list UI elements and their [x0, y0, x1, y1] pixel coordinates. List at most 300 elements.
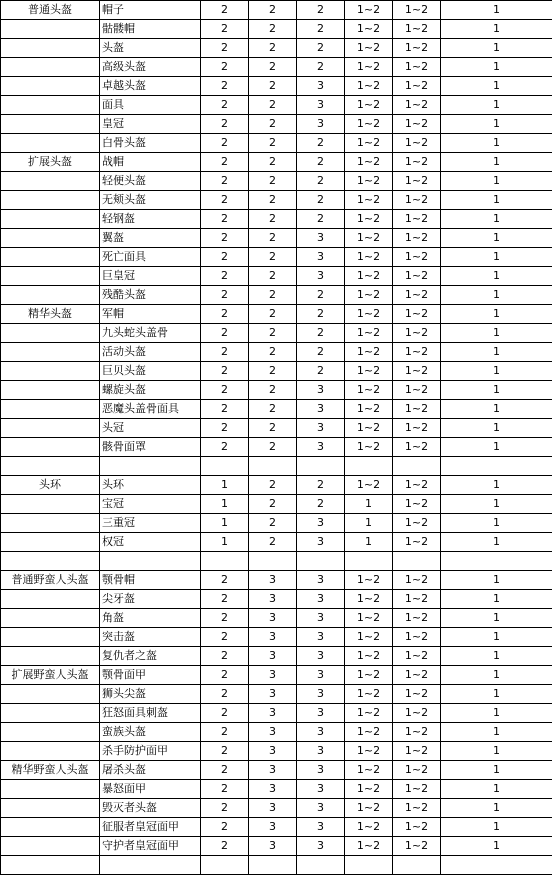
category-cell	[1, 590, 100, 609]
value-cell-2: 2	[249, 153, 297, 172]
value-cell-5: 1~2	[393, 1, 441, 20]
category-cell	[1, 20, 100, 39]
value-cell-2: 3	[249, 704, 297, 723]
value-cell-1: 2	[201, 438, 249, 457]
value-cell-3: 3	[297, 229, 345, 248]
value-cell-2: 2	[249, 58, 297, 77]
value-cell-4: 1~2	[345, 77, 393, 96]
category-cell	[1, 495, 100, 514]
item-name-cell: 狮头尖盔	[100, 685, 201, 704]
value-cell-6: 1	[441, 837, 552, 856]
value-cell-3: 3	[297, 818, 345, 837]
category-cell	[1, 210, 100, 229]
value-cell-5: 1~2	[393, 172, 441, 191]
value-cell-2: 2	[249, 191, 297, 210]
table-row	[1, 742, 552, 761]
item-name-cell: 突击盔	[100, 628, 201, 647]
value-cell-6: 1	[441, 381, 552, 400]
item-name-cell: 屠杀头盔	[100, 761, 201, 780]
item-name-cell: 蛮族头盔	[100, 723, 201, 742]
item-name-cell: 毁灭者头盔	[100, 799, 201, 818]
value-cell-5: 1~2	[393, 628, 441, 647]
item-name-cell: 权冠	[100, 533, 201, 552]
item-name-cell: 翼盔	[100, 229, 201, 248]
value-cell-6: 1	[441, 20, 552, 39]
item-name-cell: 残酷头盔	[100, 286, 201, 305]
value-cell-1: 2	[201, 400, 249, 419]
category-cell	[1, 362, 100, 381]
value-cell-6: 1	[441, 229, 552, 248]
value-cell-2: 2	[249, 362, 297, 381]
value-cell-1	[201, 552, 249, 571]
item-name-cell: 恶魔头盖骨面具	[100, 400, 201, 419]
category-cell: 头环	[1, 476, 100, 495]
value-cell-2: 2	[249, 134, 297, 153]
value-cell-2: 2	[249, 533, 297, 552]
value-cell-4: 1~2	[345, 305, 393, 324]
category-cell	[1, 267, 100, 286]
value-cell-5: 1~2	[393, 39, 441, 58]
category-cell	[1, 381, 100, 400]
value-cell-4: 1~2	[345, 742, 393, 761]
value-cell-6: 1	[441, 210, 552, 229]
value-cell-3: 2	[297, 191, 345, 210]
value-cell-2: 2	[249, 96, 297, 115]
item-name-cell: 骸骨面罩	[100, 438, 201, 457]
table-row	[1, 286, 552, 305]
category-cell	[1, 780, 100, 799]
value-cell-3: 3	[297, 533, 345, 552]
value-cell-3: 2	[297, 134, 345, 153]
item-name-cell: 卓越头盔	[100, 77, 201, 96]
item-name-cell: 杀手防护面甲	[100, 742, 201, 761]
value-cell-2	[249, 457, 297, 476]
category-cell: 精华头盔	[1, 305, 100, 324]
table-row	[1, 514, 552, 533]
value-cell-4: 1~2	[345, 362, 393, 381]
table-row	[1, 96, 552, 115]
value-cell-5: 1~2	[393, 343, 441, 362]
table-row	[1, 20, 552, 39]
value-cell-6: 1	[441, 153, 552, 172]
table-row	[1, 210, 552, 229]
category-cell	[1, 248, 100, 267]
item-name-cell: 螺旋头盔	[100, 381, 201, 400]
value-cell-5: 1~2	[393, 666, 441, 685]
value-cell-6	[441, 457, 552, 476]
item-name-cell: 军帽	[100, 305, 201, 324]
category-cell	[1, 229, 100, 248]
category-cell	[1, 39, 100, 58]
value-cell-3: 3	[297, 609, 345, 628]
value-cell-2: 3	[249, 647, 297, 666]
value-cell-4: 1~2	[345, 837, 393, 856]
table-row	[1, 134, 552, 153]
value-cell-4: 1~2	[345, 343, 393, 362]
table-row	[1, 172, 552, 191]
value-cell-3: 3	[297, 400, 345, 419]
item-name-cell: 头盔	[100, 39, 201, 58]
value-cell-6: 1	[441, 305, 552, 324]
category-cell	[1, 609, 100, 628]
value-cell-5: 1~2	[393, 704, 441, 723]
value-cell-1: 2	[201, 20, 249, 39]
value-cell-4: 1~2	[345, 191, 393, 210]
category-cell	[1, 419, 100, 438]
value-cell-5: 1~2	[393, 495, 441, 514]
value-cell-5: 1~2	[393, 723, 441, 742]
value-cell-4: 1~2	[345, 609, 393, 628]
value-cell-3: 3	[297, 666, 345, 685]
value-cell-5: 1~2	[393, 818, 441, 837]
table-row	[1, 39, 552, 58]
table-row	[1, 191, 552, 210]
value-cell-4: 1~2	[345, 286, 393, 305]
item-name-cell: 三重冠	[100, 514, 201, 533]
value-cell-1: 2	[201, 267, 249, 286]
value-cell-3: 3	[297, 723, 345, 742]
item-name-cell: 宝冠	[100, 495, 201, 514]
table-row	[1, 476, 552, 495]
value-cell-2: 2	[249, 20, 297, 39]
category-cell	[1, 400, 100, 419]
item-name-cell: 巨皇冠	[100, 267, 201, 286]
value-cell-3: 2	[297, 343, 345, 362]
item-name-cell: 骷髅帽	[100, 20, 201, 39]
value-cell-2: 2	[249, 305, 297, 324]
value-cell-4: 1~2	[345, 419, 393, 438]
value-cell-6: 1	[441, 438, 552, 457]
value-cell-4: 1	[345, 495, 393, 514]
category-cell	[1, 514, 100, 533]
category-cell	[1, 799, 100, 818]
value-cell-2: 2	[249, 400, 297, 419]
value-cell-5: 1~2	[393, 324, 441, 343]
value-cell-4	[345, 457, 393, 476]
value-cell-3: 3	[297, 571, 345, 590]
value-cell-1: 1	[201, 495, 249, 514]
value-cell-3: 2	[297, 286, 345, 305]
value-cell-6: 1	[441, 704, 552, 723]
value-cell-4: 1~2	[345, 210, 393, 229]
value-cell-6: 1	[441, 191, 552, 210]
value-cell-1: 2	[201, 172, 249, 191]
item-name-cell: 征服者皇冠面甲	[100, 818, 201, 837]
value-cell-1: 2	[201, 362, 249, 381]
value-cell-5: 1~2	[393, 400, 441, 419]
value-cell-2: 3	[249, 609, 297, 628]
value-cell-2: 3	[249, 723, 297, 742]
table-row	[1, 685, 552, 704]
item-name-cell: 死亡面具	[100, 248, 201, 267]
value-cell-5: 1~2	[393, 362, 441, 381]
table-row	[1, 248, 552, 267]
value-cell-3: 2	[297, 39, 345, 58]
value-cell-3: 3	[297, 742, 345, 761]
value-cell-6: 1	[441, 495, 552, 514]
value-cell-3: 3	[297, 96, 345, 115]
value-cell-6: 1	[441, 723, 552, 742]
table-row	[1, 305, 552, 324]
category-cell	[1, 172, 100, 191]
value-cell-4: 1~2	[345, 685, 393, 704]
value-cell-4: 1~2	[345, 799, 393, 818]
value-cell-3: 2	[297, 153, 345, 172]
category-cell: 精华野蛮人头盔	[1, 761, 100, 780]
value-cell-3: 3	[297, 419, 345, 438]
item-name-cell: 复仇者之盔	[100, 647, 201, 666]
value-cell-3: 3	[297, 799, 345, 818]
item-name-cell: 守护者皇冠面甲	[100, 837, 201, 856]
table-row	[1, 837, 552, 856]
value-cell-3: 3	[297, 115, 345, 134]
value-cell-1: 2	[201, 742, 249, 761]
value-cell-3: 2	[297, 495, 345, 514]
value-cell-5: 1~2	[393, 134, 441, 153]
value-cell-3: 2	[297, 20, 345, 39]
table-row	[1, 267, 552, 286]
value-cell-5: 1~2	[393, 571, 441, 590]
value-cell-6: 1	[441, 628, 552, 647]
table-row	[1, 362, 552, 381]
value-cell-2: 2	[249, 514, 297, 533]
value-cell-1: 2	[201, 666, 249, 685]
value-cell-1: 1	[201, 476, 249, 495]
table-row	[1, 495, 552, 514]
item-name-cell: 颚骨帽	[100, 571, 201, 590]
value-cell-1: 2	[201, 286, 249, 305]
value-cell-5: 1~2	[393, 210, 441, 229]
value-cell-1: 2	[201, 381, 249, 400]
value-cell-2: 2	[249, 210, 297, 229]
table-row	[1, 1, 552, 20]
item-name-cell: 头冠	[100, 419, 201, 438]
table-row	[1, 58, 552, 77]
value-cell-3: 3	[297, 381, 345, 400]
value-cell-5: 1~2	[393, 590, 441, 609]
table-row	[1, 438, 552, 457]
value-cell-2: 2	[249, 343, 297, 362]
value-cell-1: 2	[201, 419, 249, 438]
table-row	[1, 533, 552, 552]
value-cell-4: 1~2	[345, 666, 393, 685]
value-cell-2: 2	[249, 248, 297, 267]
value-cell-6	[441, 552, 552, 571]
value-cell-6: 1	[441, 248, 552, 267]
category-cell	[1, 191, 100, 210]
category-cell	[1, 723, 100, 742]
value-cell-1: 2	[201, 571, 249, 590]
category-cell	[1, 96, 100, 115]
category-cell: 普通野蛮人头盔	[1, 571, 100, 590]
value-cell-5: 1~2	[393, 438, 441, 457]
value-cell-1: 2	[201, 799, 249, 818]
value-cell-4: 1~2	[345, 590, 393, 609]
table-row	[1, 419, 552, 438]
value-cell-6: 1	[441, 590, 552, 609]
value-cell-2: 3	[249, 818, 297, 837]
value-cell-3: 2	[297, 476, 345, 495]
value-cell-4: 1~2	[345, 267, 393, 286]
value-cell-1: 2	[201, 647, 249, 666]
value-cell-1: 1	[201, 533, 249, 552]
table-row	[1, 571, 552, 590]
value-cell-3: 2	[297, 324, 345, 343]
table-row	[1, 229, 552, 248]
value-cell-1: 2	[201, 324, 249, 343]
category-cell	[1, 628, 100, 647]
value-cell-1: 2	[201, 153, 249, 172]
value-cell-6: 1	[441, 609, 552, 628]
category-cell	[1, 647, 100, 666]
value-cell-4: 1~2	[345, 400, 393, 419]
value-cell-1: 2	[201, 761, 249, 780]
value-cell-2: 3	[249, 837, 297, 856]
value-cell-1: 2	[201, 1, 249, 20]
value-cell-5: 1~2	[393, 20, 441, 39]
category-cell	[1, 286, 100, 305]
value-cell-3: 3	[297, 704, 345, 723]
value-cell-1: 2	[201, 723, 249, 742]
value-cell-4	[345, 552, 393, 571]
value-cell-6: 1	[441, 324, 552, 343]
category-cell	[1, 533, 100, 552]
item-name-cell: 帽子	[100, 1, 201, 20]
category-cell	[1, 134, 100, 153]
item-name-cell: 白骨头盔	[100, 134, 201, 153]
value-cell-1: 2	[201, 58, 249, 77]
value-cell-4: 1~2	[345, 704, 393, 723]
value-cell-4: 1~2	[345, 153, 393, 172]
value-cell-3: 3	[297, 77, 345, 96]
item-name-cell: 九头蛇头盖骨	[100, 324, 201, 343]
value-cell-3: 3	[297, 647, 345, 666]
table-row	[1, 324, 552, 343]
table-row	[1, 115, 552, 134]
item-name-cell: 轻便头盔	[100, 172, 201, 191]
value-cell-3: 3	[297, 780, 345, 799]
value-cell-5: 1~2	[393, 153, 441, 172]
category-cell	[1, 457, 100, 476]
value-cell-6: 1	[441, 400, 552, 419]
value-cell-3: 2	[297, 210, 345, 229]
value-cell-4: 1~2	[345, 229, 393, 248]
value-cell-2: 2	[249, 267, 297, 286]
value-cell-6: 1	[441, 666, 552, 685]
value-cell-2: 3	[249, 761, 297, 780]
item-name-cell: 战帽	[100, 153, 201, 172]
value-cell-4: 1	[345, 514, 393, 533]
item-name-cell: 巨贝头盔	[100, 362, 201, 381]
category-cell: 扩展野蛮人头盔	[1, 666, 100, 685]
value-cell-1: 2	[201, 248, 249, 267]
value-cell-2: 3	[249, 799, 297, 818]
value-cell-5: 1~2	[393, 761, 441, 780]
category-cell	[1, 343, 100, 362]
item-name-cell: 面具	[100, 96, 201, 115]
item-name-cell: 活动头盔	[100, 343, 201, 362]
value-cell-3: 2	[297, 172, 345, 191]
value-cell-5: 1~2	[393, 248, 441, 267]
table-row	[1, 818, 552, 837]
value-cell-6: 1	[441, 761, 552, 780]
value-cell-6: 1	[441, 419, 552, 438]
category-cell	[1, 438, 100, 457]
item-name-cell: 狂怒面具刺盔	[100, 704, 201, 723]
value-cell-1: 2	[201, 704, 249, 723]
table-row	[1, 381, 552, 400]
value-cell-4: 1~2	[345, 324, 393, 343]
value-cell-2: 2	[249, 286, 297, 305]
value-cell-1: 2	[201, 210, 249, 229]
value-cell-2: 2	[249, 324, 297, 343]
value-cell-4: 1~2	[345, 58, 393, 77]
value-cell-3: 3	[297, 685, 345, 704]
value-cell-4: 1~2	[345, 628, 393, 647]
value-cell-5: 1~2	[393, 837, 441, 856]
value-cell-1: 2	[201, 96, 249, 115]
value-cell-1: 2	[201, 134, 249, 153]
value-cell-6: 1	[441, 362, 552, 381]
table-row	[1, 647, 552, 666]
value-cell-1: 2	[201, 343, 249, 362]
value-cell-2: 2	[249, 438, 297, 457]
table-row	[1, 666, 552, 685]
value-cell-3: 3	[297, 514, 345, 533]
value-cell-4: 1~2	[345, 571, 393, 590]
value-cell-4: 1~2	[345, 780, 393, 799]
value-cell-4: 1~2	[345, 96, 393, 115]
value-cell-4: 1~2	[345, 476, 393, 495]
item-name-cell: 尖牙盔	[100, 590, 201, 609]
value-cell-6: 1	[441, 115, 552, 134]
value-cell-4: 1~2	[345, 818, 393, 837]
table-row	[1, 457, 552, 476]
item-name-cell: 颚骨面甲	[100, 666, 201, 685]
value-cell-2: 3	[249, 742, 297, 761]
value-cell-1: 2	[201, 229, 249, 248]
value-cell-2: 3	[249, 628, 297, 647]
value-cell-2: 2	[249, 77, 297, 96]
value-cell-6: 1	[441, 818, 552, 837]
value-cell-6: 1	[441, 267, 552, 286]
value-cell-3: 2	[297, 1, 345, 20]
category-cell	[1, 837, 100, 856]
value-cell-5: 1~2	[393, 476, 441, 495]
value-cell-2: 3	[249, 590, 297, 609]
category-cell	[1, 818, 100, 837]
value-cell-4: 1~2	[345, 134, 393, 153]
value-cell-5	[393, 457, 441, 476]
value-cell-2: 2	[249, 229, 297, 248]
value-cell-2: 2	[249, 39, 297, 58]
value-cell-5: 1~2	[393, 609, 441, 628]
value-cell-5: 1~2	[393, 780, 441, 799]
value-cell-3: 3	[297, 628, 345, 647]
value-cell-5: 1~2	[393, 647, 441, 666]
value-cell-5	[393, 552, 441, 571]
value-cell-2: 3	[249, 685, 297, 704]
category-cell	[1, 115, 100, 134]
value-cell-2: 2	[249, 495, 297, 514]
category-cell	[1, 552, 100, 571]
value-cell-3: 3	[297, 438, 345, 457]
value-cell-2: 2	[249, 419, 297, 438]
value-cell-5: 1~2	[393, 305, 441, 324]
table-row	[1, 628, 552, 647]
value-cell-6: 1	[441, 343, 552, 362]
value-cell-6: 1	[441, 685, 552, 704]
